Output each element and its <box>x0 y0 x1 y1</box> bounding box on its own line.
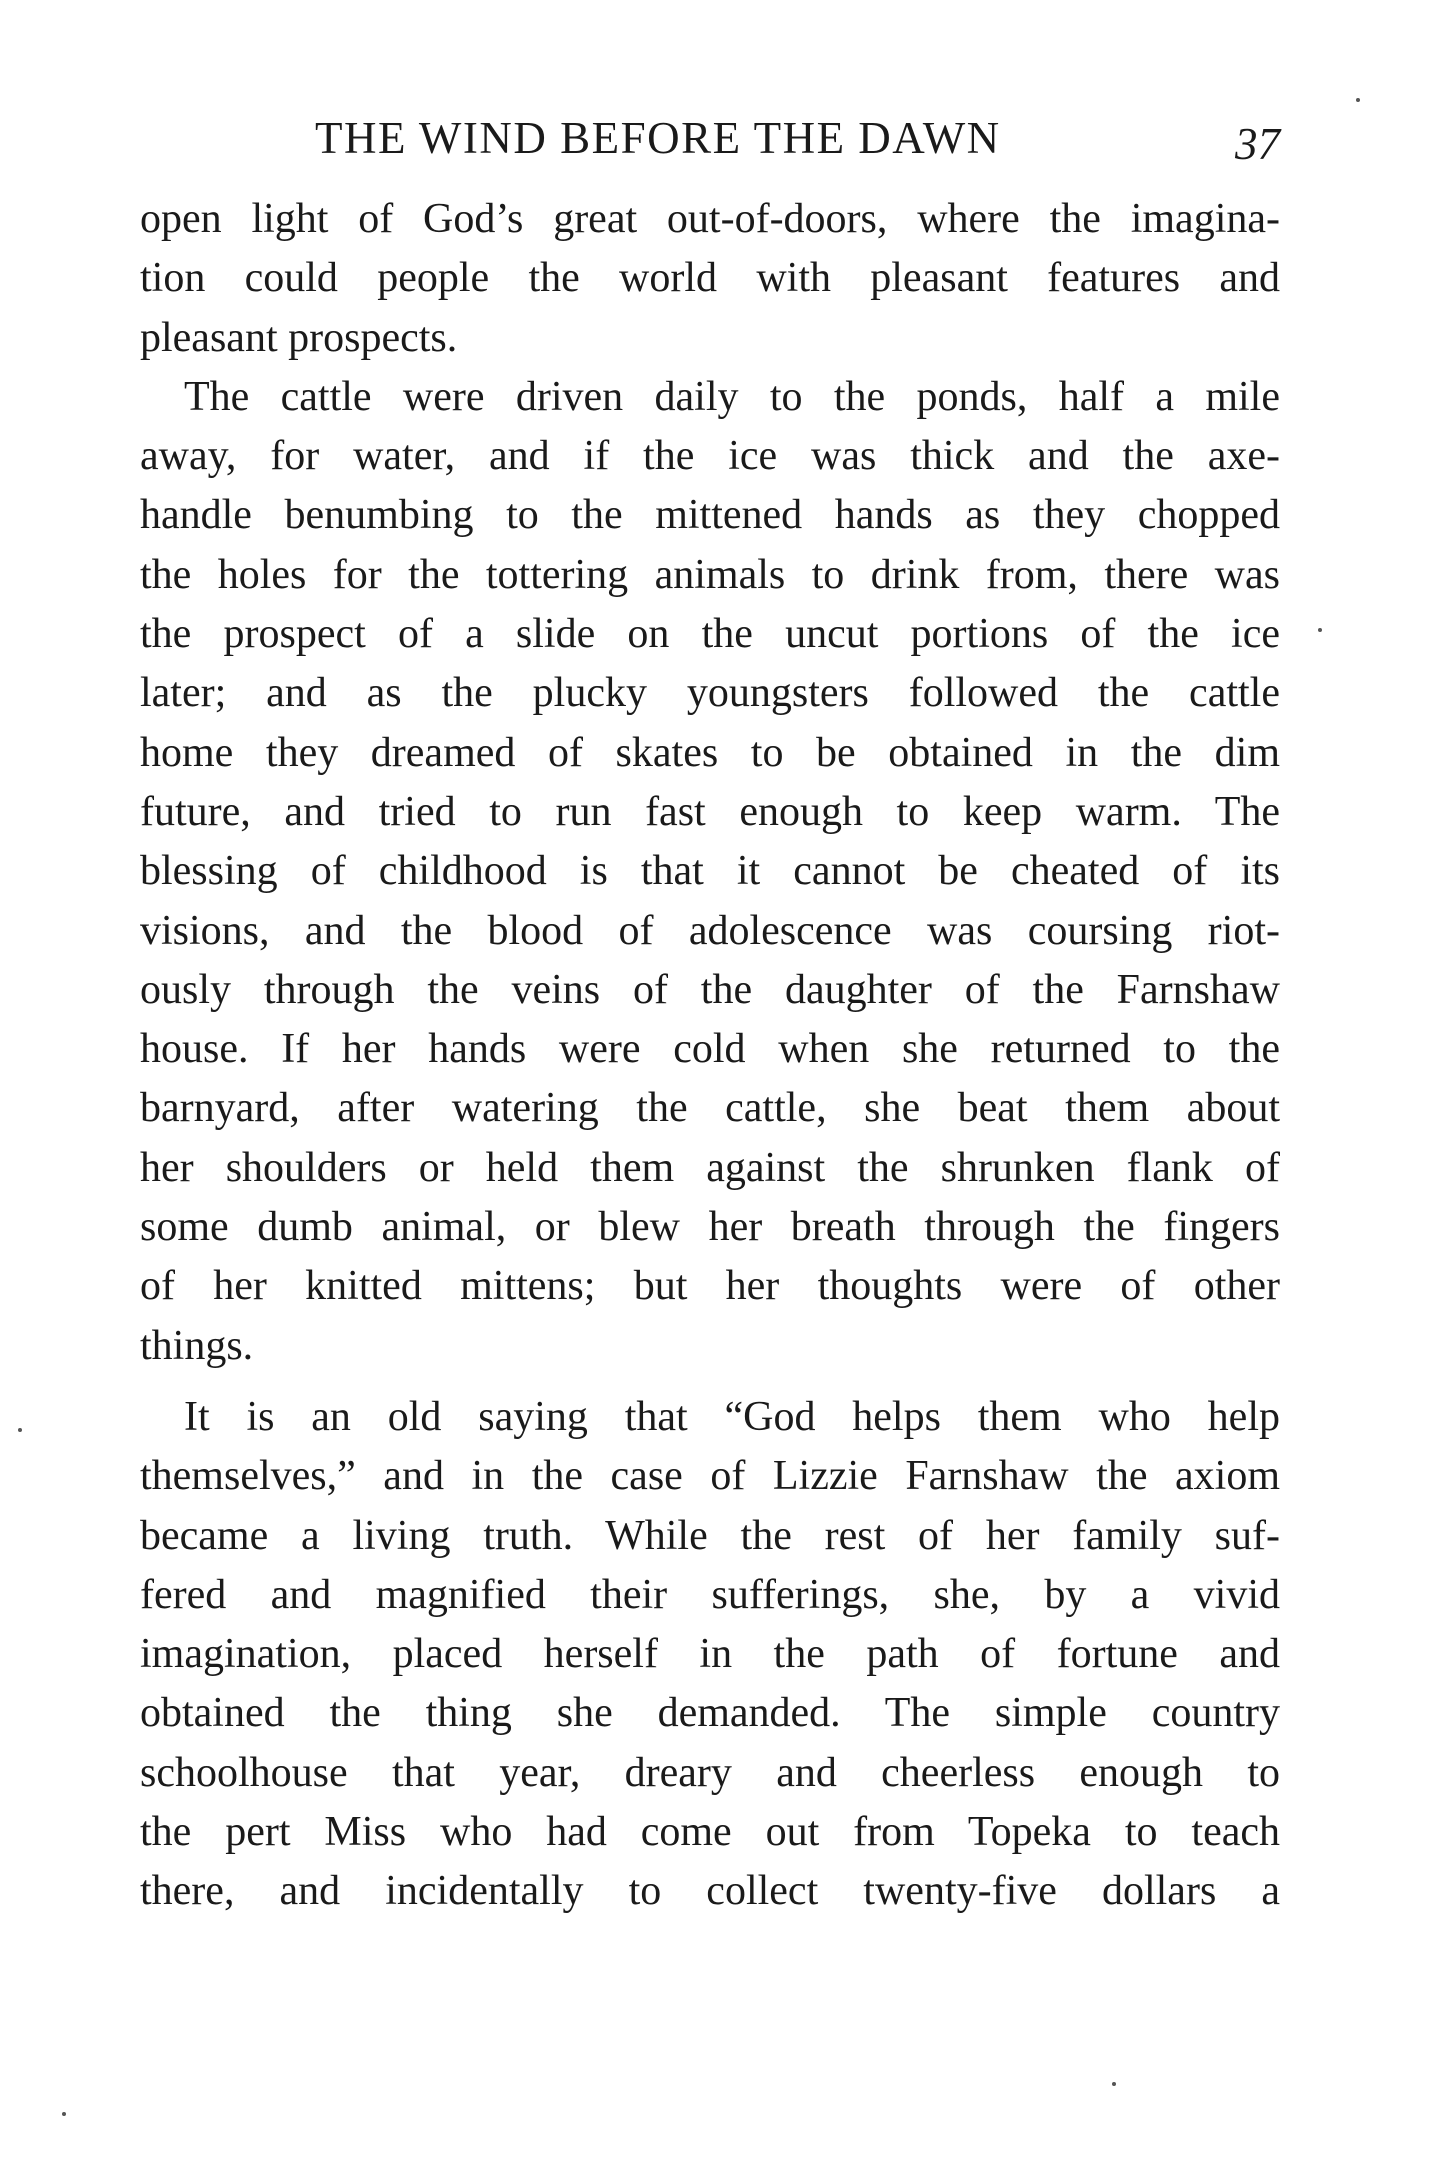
text-line: her shoulders or held them against the shrunken flank of <box>140 1144 1280 1191</box>
paragraph-gap <box>140 1376 1280 1388</box>
text-line: became a living truth. While the rest of her family suf- <box>140 1512 1280 1559</box>
text-line: of her knitted mittens; but her thoughts were of other <box>140 1263 1280 1310</box>
text-line: It is an old saying that “God helps them who help <box>184 1393 1280 1440</box>
text-line: future, and tried to run fast enough to keep warm. The <box>140 788 1280 835</box>
text-line: tion could people the world with pleasant features and <box>140 255 1280 302</box>
scan-speck <box>1356 98 1360 102</box>
running-head <box>140 108 1280 168</box>
body-text <box>140 190 1280 1922</box>
text-line: home they dreamed of skates to be obtained in the dim <box>140 729 1280 776</box>
scan-speck <box>1318 628 1322 632</box>
text-line: the holes for the tottering animals to drink from, there was <box>140 551 1280 598</box>
text-line: schoolhouse that year, dreary and cheerless enough to <box>140 1749 1280 1796</box>
scan-speck <box>1112 2082 1116 2086</box>
text-line: barnyard, after watering the cattle, she beat them about <box>140 1085 1280 1132</box>
text-line: the prospect of a slide on the uncut portions of the ice <box>140 611 1280 658</box>
text-line: ously through the veins of the daughter of the Farnshaw <box>140 966 1280 1013</box>
text-line: away, for water, and if the ice was thick and the axe- <box>140 433 1280 480</box>
page-number: 37 <box>1235 119 1280 169</box>
text-line: blessing of childhood is that it cannot be cheated of its <box>140 848 1280 895</box>
text-line: some dumb animal, or blew her breath through the fingers <box>140 1204 1280 1251</box>
text-line: pleasant prospects. <box>140 314 458 361</box>
text-line: imagination, placed herself in the path of fortune and <box>140 1631 1280 1678</box>
text-line: obtained the thing she demanded. The simple country <box>140 1690 1280 1737</box>
text-line: the pert Miss who had come out from Topeka to teach <box>140 1809 1280 1856</box>
text-line: The cattle were driven daily to the ponds, half a mile <box>184 373 1280 420</box>
scan-speck <box>62 2112 66 2116</box>
scan-speck <box>18 1428 22 1432</box>
text-line: open light of God’s great out-of-doors, where the imagina- <box>140 196 1280 242</box>
text-line: there, and incidentally to collect twenty-five dollars a <box>140 1868 1280 1915</box>
running-title: THE WIND BEFORE THE DAWN <box>315 113 1001 163</box>
text-line: house. If her hands were cold when she returned to the <box>140 1026 1280 1073</box>
text-line: fered and magnified their sufferings, she, by a vivid <box>140 1571 1280 1618</box>
text-line: visions, and the blood of adolescence was coursing riot- <box>140 907 1280 954</box>
text-line: handle benumbing to the mittened hands as they chopped <box>140 492 1280 539</box>
text-line: things. <box>140 1322 254 1369</box>
text-line: later; and as the plucky youngsters followed the cattle <box>140 670 1280 717</box>
text-line: themselves,” and in the case of Lizzie Farnshaw the axiom <box>140 1453 1280 1500</box>
